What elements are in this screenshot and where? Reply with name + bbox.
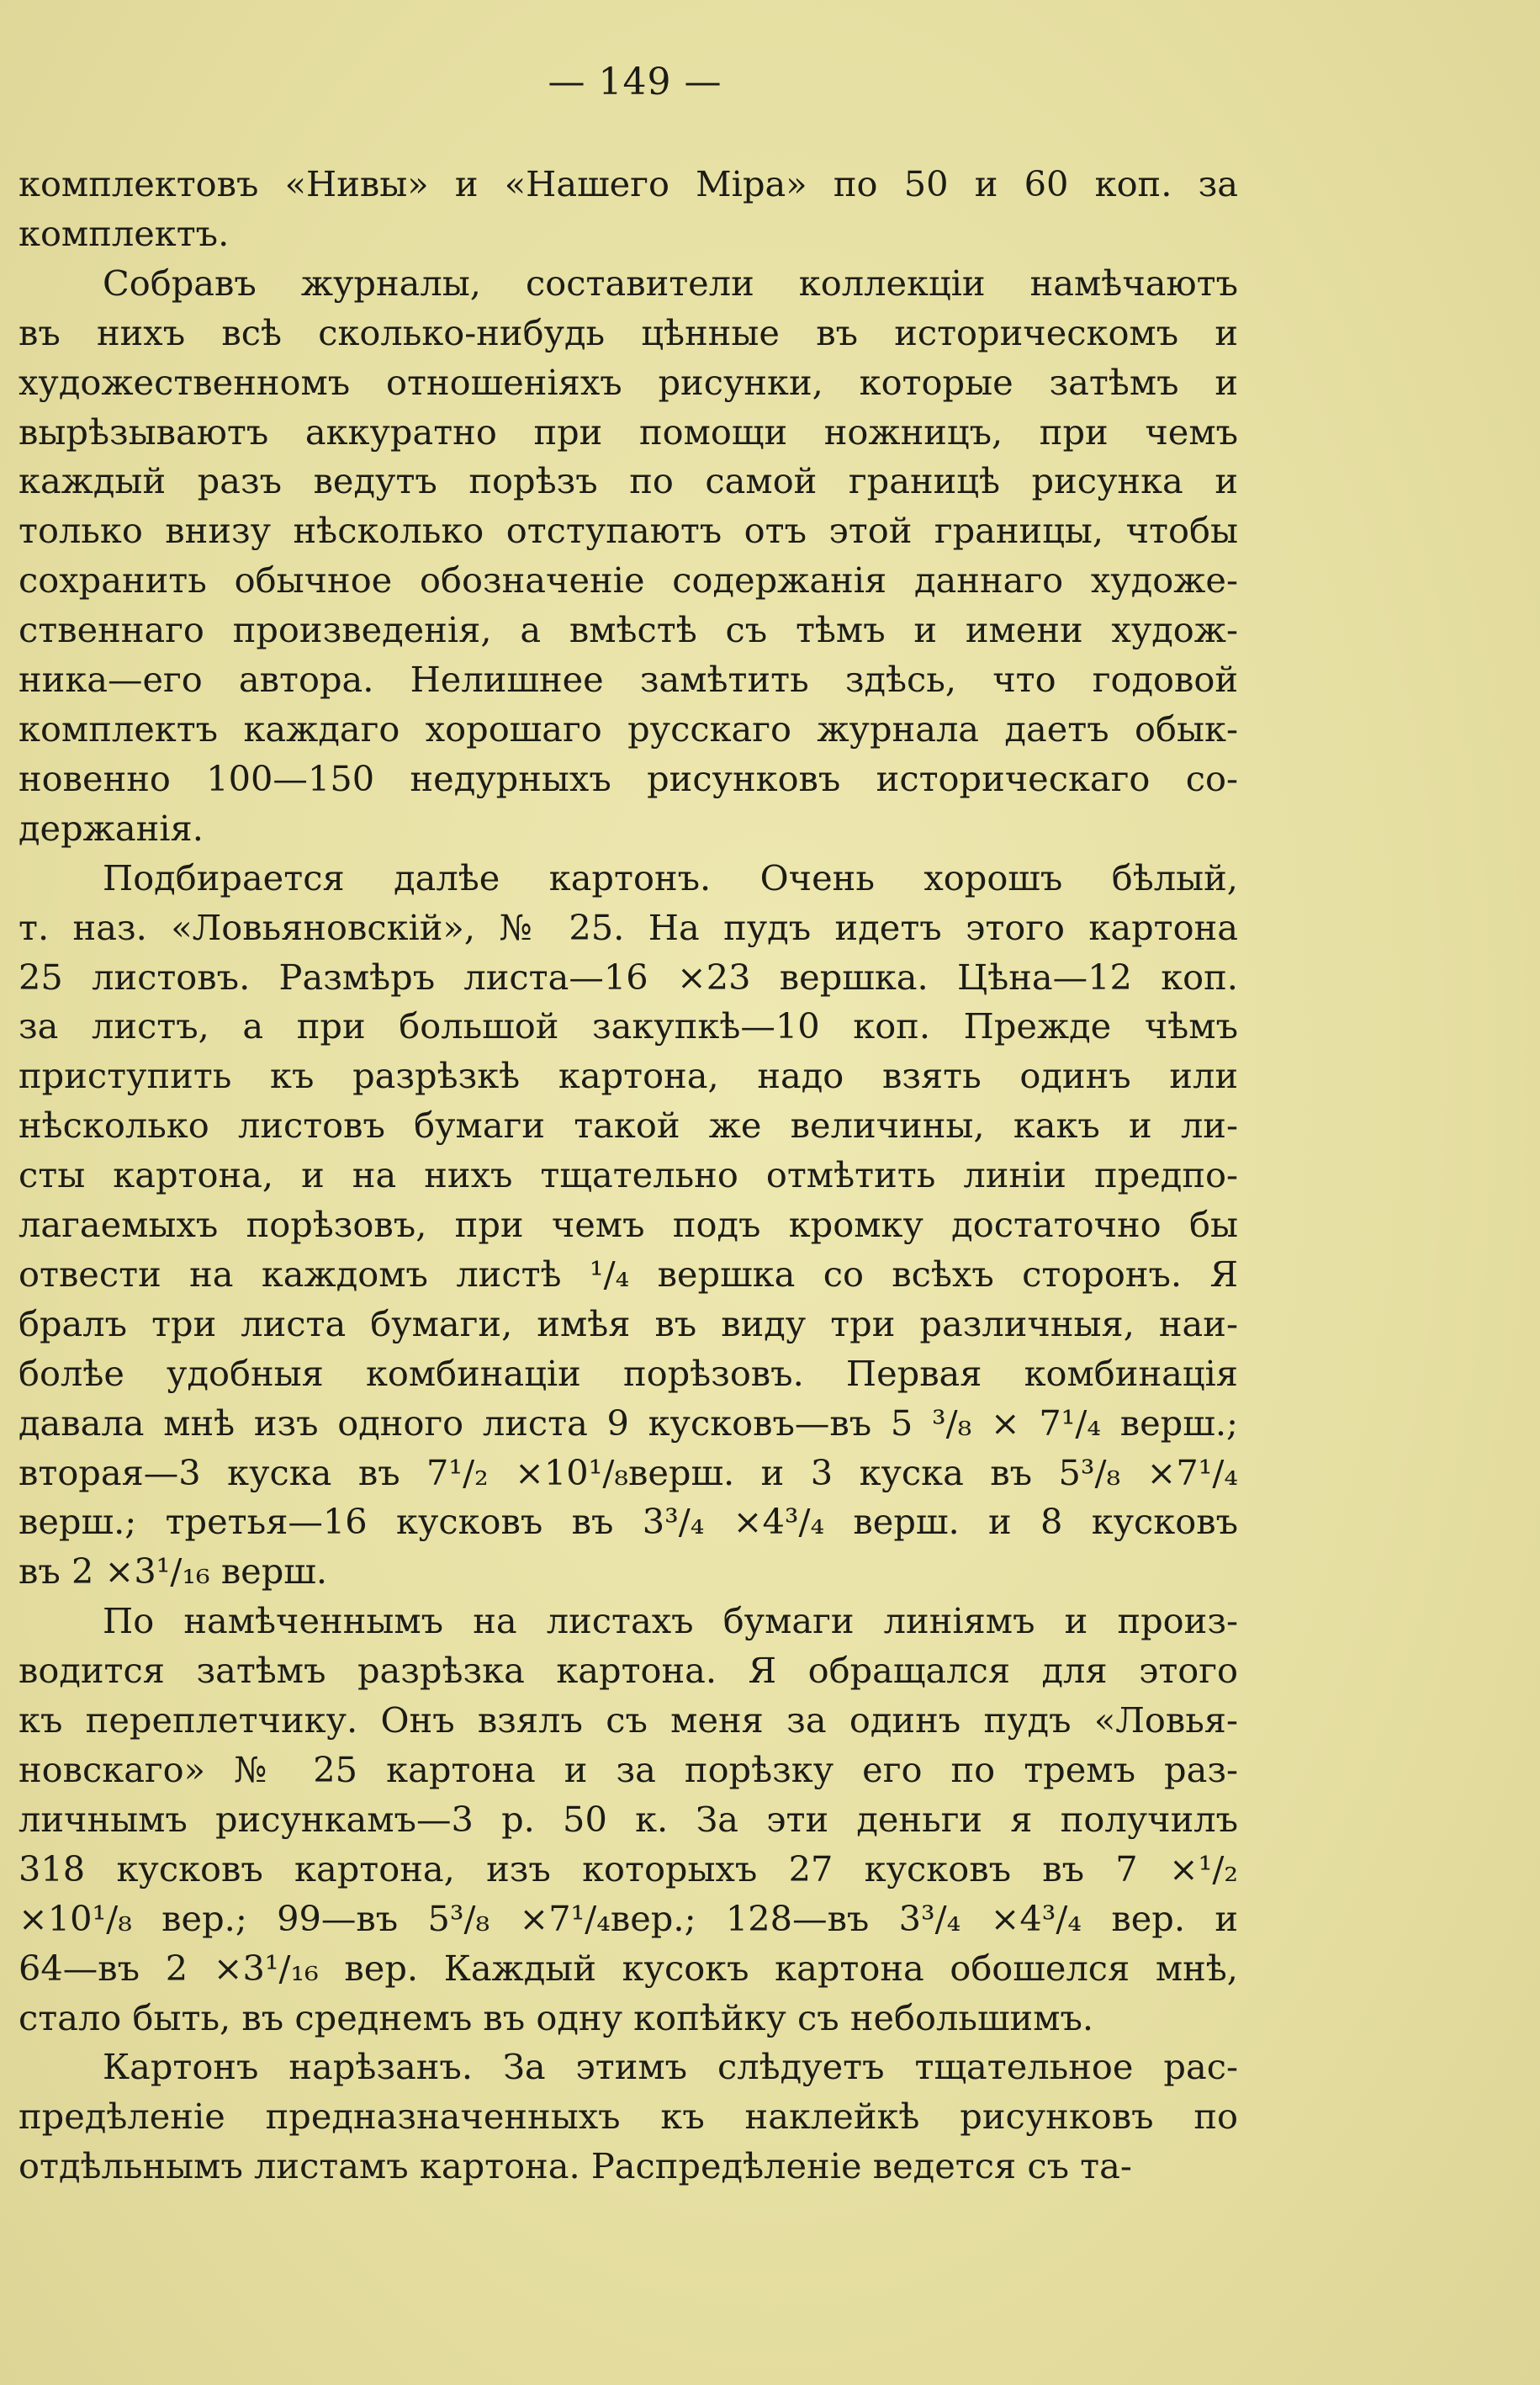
text-line: бралъ три листа бумаги, имѣя въ виду три различныя, наи- — [19, 1302, 1238, 1344]
paragraph — [19, 160, 1238, 259]
text-line: 318 кусковъ картона, изъ которыхъ 27 кусковъ въ 7 ×¹/₂ — [19, 1847, 1238, 1889]
text-line: приступить къ разрѣзкѣ картона, надо взять одинъ или — [19, 1055, 1238, 1097]
text-line: за листъ, а при большой закупкѣ—10 коп. Прежде чѣмъ — [19, 1005, 1238, 1047]
text-line: Собравъ журналы, составители коллекціи намѣчаютъ — [103, 262, 1238, 304]
text-line: т. наз. «Ловьяновскій», № 25. На пудъ идетъ этого картона — [19, 906, 1238, 948]
text-line: новенно 100—150 недурныхъ рисунковъ историческаго со- — [19, 757, 1238, 799]
text-line: сты картона, и на нихъ тщательно отмѣтить линіи предпо- — [19, 1154, 1238, 1196]
text-line: художественномъ отношеніяхъ рисунки, которые затѣмъ и — [19, 361, 1238, 403]
text-line: ника—его автора. Нелишнее замѣтить здѣсь, что годовой — [19, 659, 1238, 701]
text-line: По намѣченнымъ на листахъ бумаги линіямъ и произ- — [103, 1600, 1238, 1642]
text-line: держанія. — [19, 807, 204, 849]
text-line: отдѣльнымъ листамъ картона. Распредѣленіе ведется съ та- — [19, 2145, 1132, 2187]
paragraph — [19, 854, 1238, 1598]
paragraph — [19, 259, 1238, 854]
text-line: давала мнѣ изъ одного листа 9 кусковъ—въ 5 ³/₈ × 7¹/₄ верш.; — [19, 1402, 1238, 1444]
text-line: 25 листовъ. Размѣръ листа—16 ×23 вершка. Цѣна—12 коп. — [19, 956, 1238, 998]
text-line: вырѣзываютъ аккуратно при помощи ножницъ, при чемъ — [19, 411, 1238, 453]
text-line: новскаго» № 25 картона и за порѣзку его по тремъ раз- — [19, 1749, 1238, 1790]
text-line: къ переплетчику. Онъ взялъ съ меня за одинъ пудъ «Ловья- — [19, 1699, 1238, 1741]
text-line: комплектовъ «Нивы» и «Нашего Міра» по 50 и 60 коп. за — [19, 163, 1238, 204]
body-text — [19, 160, 1238, 2192]
text-line: предѣленіе предназначенныхъ къ наклейкѣ рисунковъ по — [19, 2096, 1238, 2138]
text-line: стало быть, въ среднемъ въ одну копѣйку съ небольшимъ. — [19, 1996, 1094, 2038]
text-line: въ нихъ всѣ сколько-нибудь цѣнные въ историческомъ и — [19, 311, 1238, 353]
text-line: верш.; третья—16 кусковъ въ 3³/₄ ×4³/₄ верш. и 8 кусковъ — [19, 1501, 1238, 1543]
text-line: вторая—3 куска въ 7¹/₂ ×10¹/₈верш. и 3 куска въ 5³/₈ ×7¹/₄ — [19, 1451, 1238, 1493]
paragraph — [19, 1597, 1238, 2043]
text-line: комплектъ каждаго хорошаго русскаго журнала даетъ обык- — [19, 708, 1238, 750]
text-line: Подбирается далѣе картонъ. Очень хорошъ бѣлый, — [103, 856, 1238, 898]
text-line: только внизу нѣсколько отступаютъ отъ этой границы, чтобы — [19, 510, 1238, 552]
text-line: 64—въ 2 ×3¹/₁₆ вер. Каждый кусокъ картона обошелся мнѣ, — [19, 1947, 1238, 1989]
text-line: водится затѣмъ разрѣзка картона. Я обращался для этого — [19, 1650, 1238, 1692]
text-line: Картонъ нарѣзанъ. За этимъ слѣдуетъ тщательное рас- — [103, 2046, 1238, 2088]
text-line: отвести на каждомъ листѣ ¹/₄ вершка со всѣхъ сторонъ. Я — [19, 1253, 1238, 1295]
text-line: личнымъ рисункамъ—3 р. 50 к. За эти деньги я получилъ — [19, 1798, 1238, 1840]
text-line: лагаемыхъ порѣзовъ, при чемъ подъ кромку достаточно бы — [19, 1204, 1238, 1246]
text-line: болѣе удобныя комбинаціи порѣзовъ. Первая комбинація — [19, 1352, 1238, 1394]
paragraph — [19, 2043, 1238, 2192]
text-line: каждый разъ ведутъ порѣзъ по самой границѣ рисунка и — [19, 460, 1238, 502]
text-line: нѣсколько листовъ бумаги такой же величины, какъ и ли- — [19, 1105, 1238, 1147]
text-line: ×10¹/₈ вер.; 99—въ 5³/₈ ×7¹/₄вер.; 128—въ 3³/₄ ×4³/₄ вер. и — [19, 1897, 1238, 1939]
page-number: — 149 — — [548, 61, 722, 103]
text-line: ственнаго произведенія, а вмѣстѣ съ тѣмъ и имени худож- — [19, 609, 1238, 651]
text-line: сохранить обычное обозначеніе содержанія даннаго художе- — [19, 559, 1238, 602]
text-line: комплектъ. — [19, 212, 230, 254]
text-line: въ 2 ×3¹/₁₆ верш. — [19, 1550, 328, 1593]
